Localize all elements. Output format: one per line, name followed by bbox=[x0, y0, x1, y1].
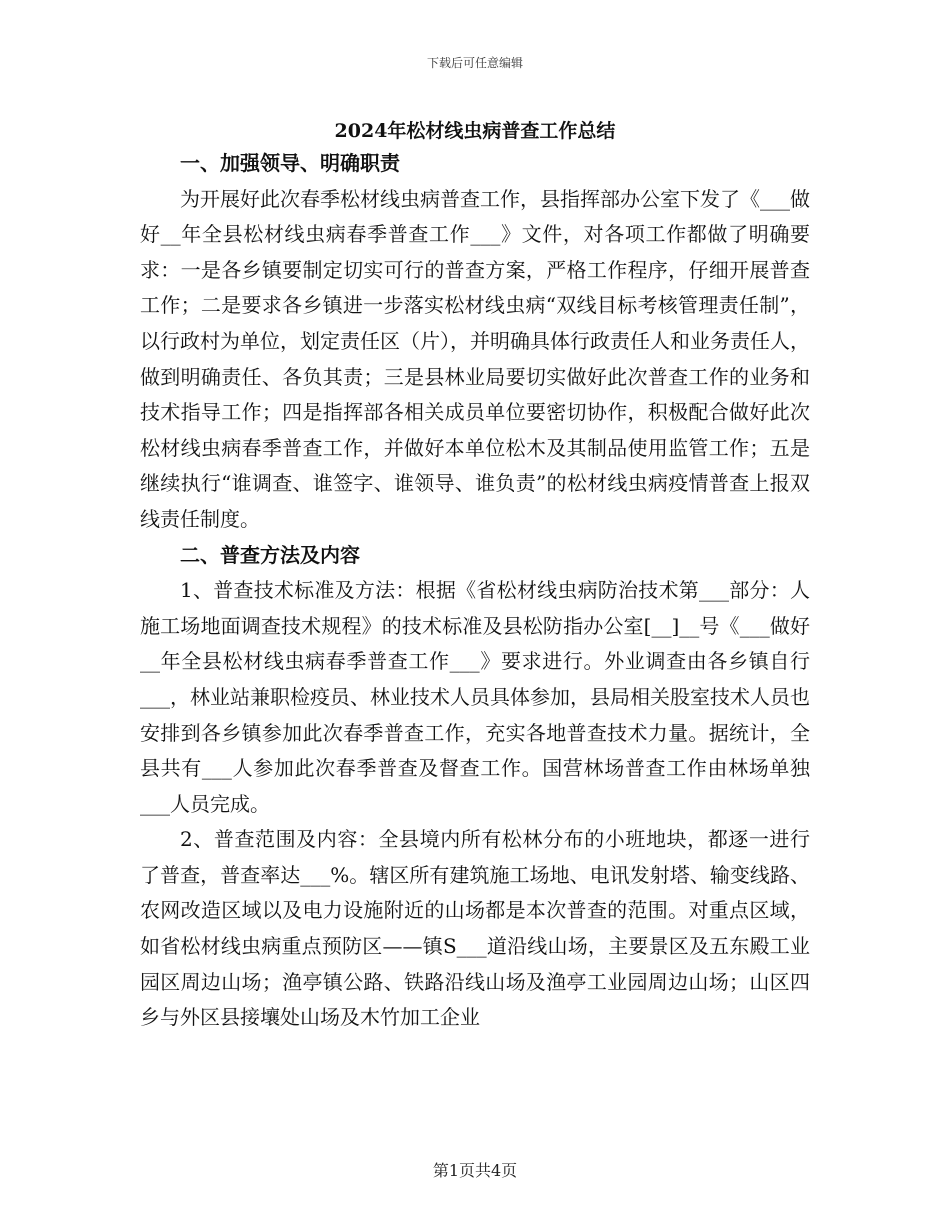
paragraph: 为开展好此次春季松材线虫病普查工作，县指挥部办公室下发了《___做好__年全县松材线虫病春季普查工作___》文件，对各项工作都做了明确要求：一是各乡镇要制定切实可行的普查方案，严格工作程序，仔细开展普查工作；二是要求各乡镇进一步落实松材线虫病“双线目标考核管理责任制”，以行政村为单位，划定责任区（片），并明确具体行政责任人和业务责任人，做到明确责任、各负其责；三是县林业局要切实做好此次普查工作的业务和技术指导工作；四是指挥部各相关成员单位要密切协作，积极配合做好此次松材线虫病春季普查工作，并做好本单位松木及其制品使用监管工作；五是继续执行“谁调查、谁签字、谁领导、谁负责”的松材线虫病疫情普查上报双线责任制度。 bbox=[140, 186, 810, 531]
paragraph: 1、普查技术标准及方法：根据《省松材线虫病防治技术第___部分：人施工场地面调查技术规程》的技术标准及县松防指办公室[__]__号《___做好__年全县松材线虫病春季普查工作___》要求进行。外业调查由各乡镇自行___，林业站兼职检疫员、林业技术人员具体参加，县局相关股室技术人员也安排到各乡镇参加此次春季普查工作，充实各地普查技术力量。据统计，全县共有___人参加此次春季普查及督查工作。国营林场普查工作由林场单独___人员完成。 bbox=[140, 578, 810, 816]
header-note: 下载后可任意编辑 bbox=[426, 56, 523, 70]
document-body bbox=[140, 146, 810, 1036]
section-heading: 一、加强领导、明确职责 bbox=[180, 151, 400, 175]
page-number: 第1页共4页 bbox=[432, 1161, 518, 1180]
section-heading: 二、普查方法及内容 bbox=[180, 542, 360, 567]
paragraph: 2、普查范围及内容：全县境内所有松林分布的小班地块，都逐一进行了普查，普查率达___%。辖区所有建筑施工场地、电讯发射塔、输变线路、农网改造区域以及电力设施附近的山场都是本次普查的范围。对重点区域，如省松材线虫病重点预防区——镇S___道沿线山场，主要景区及五东殿工业园区周边山场；渔亭镇公路、铁路沿线山场及渔亭工业园周边山场；山区四乡与外区县接壤处山场及木竹加工企业 bbox=[140, 827, 810, 1030]
document-title: 2024年松材线虫病普查工作总结 bbox=[334, 120, 616, 142]
